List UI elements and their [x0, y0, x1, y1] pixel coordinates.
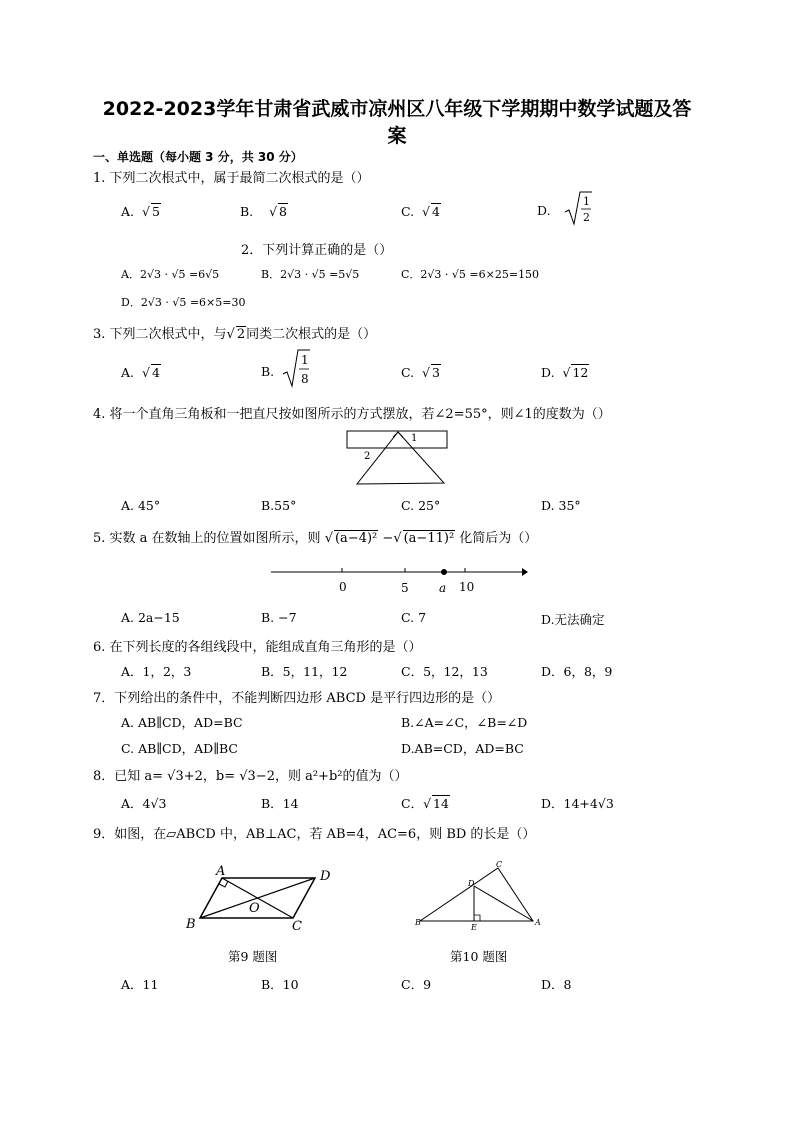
q8-c-label: C． — [401, 796, 424, 811]
q1-option-c: C. √ 4 — [401, 204, 440, 219]
q3-c-label: C. — [401, 365, 415, 380]
fig10-label-d: D — [468, 879, 475, 888]
title-line-1: 2022-2023学年甘肃省武威市凉州区八年级下学期期中数学试题及答 — [102, 98, 692, 120]
q3-option-c: C. √ 3 — [401, 365, 440, 380]
tick-10: 10 — [459, 580, 475, 594]
q1-b-radicand: 8 — [279, 204, 287, 219]
q3-d-label: D. — [541, 365, 555, 380]
q2-option-b: B．2√3 · √5 =5√5 — [261, 268, 360, 281]
q6-option-b: B．5，11，12 — [261, 664, 348, 679]
angle-1-label: 1 — [411, 433, 418, 444]
q5-stem-pre: 5. 实数 a 在数轴上的位置如图所示，则 — [93, 531, 321, 546]
q3-stem-pre: 3. 下列二次根式中，与 — [93, 327, 227, 342]
q1-d-radical — [563, 190, 593, 228]
angle-2-label: 2 — [364, 451, 371, 462]
q3-d-radicand: 12 — [572, 365, 589, 380]
q3-a-radicand: 4 — [151, 365, 160, 380]
q9-option-c: C．9 — [401, 977, 432, 992]
q3-b-denominator: 8 — [301, 372, 309, 386]
q5-stem-post: 化简后为（） — [459, 531, 538, 546]
fig9-label-b: B — [186, 917, 196, 932]
q1-option-d — [537, 203, 551, 218]
fig9-label-c: C — [292, 919, 302, 934]
figure-10 — [410, 858, 545, 933]
q1-d-label: D. — [537, 203, 551, 218]
number-line — [268, 560, 528, 596]
q5-expr-2: (a−11)² — [403, 531, 455, 546]
question-8-stem: 8．已知 a= √3+2，b= √3−2，则 a²+b²的值为（） — [93, 769, 408, 784]
q5-expr-1: (a−4)² — [334, 531, 378, 546]
figure-9-caption: 第9 题图 — [228, 949, 278, 964]
q5-minus: − — [382, 531, 394, 546]
fig10-label-b: B — [415, 918, 421, 927]
q1-option-b: B. √ 8 — [240, 204, 287, 219]
q1-a-label: A. — [121, 204, 135, 219]
q1-d-numerator: 1 — [583, 195, 590, 208]
q1-option-a: A. √ 5 — [121, 204, 160, 219]
fig9-label-d: D — [320, 869, 331, 884]
q7-option-c: C. AB∥CD，AD∥BC — [121, 741, 238, 756]
q4-option-c: C. 25° — [401, 498, 441, 513]
q9-option-d: D．8 — [541, 977, 572, 992]
q1-d-denominator: 2 — [583, 211, 590, 224]
q2-option-d: D．2√3 · √5 =6×5=30 — [121, 296, 246, 309]
q3-b-radical — [281, 348, 311, 390]
q6-option-d: D．6，8，9 — [541, 664, 613, 679]
question-9-stem: 9．如图，在▱ABCD 中，AB⊥AC，若 AB=4，AC=6，则 BD 的长是（） — [93, 827, 536, 842]
q7-option-a: A. AB∥CD，AD=BC — [121, 715, 243, 730]
q7-option-b: B.∠A=∠C，∠B=∠D — [401, 715, 528, 730]
q1-c-radicand: 4 — [432, 204, 440, 219]
q9-option-a: A．11 — [121, 977, 159, 992]
q2-option-a: A．2√3 · √5 =6√5 — [121, 268, 220, 281]
q3-c-radicand: 3 — [432, 365, 440, 380]
q5-option-b: B. −7 — [261, 610, 297, 625]
question-4-stem: 4. 将一个直角三角板和一把直尺按如图所示的方式摆放，若∠2=55°，则∠1的度数为（） — [93, 407, 611, 422]
q4-option-b: B.55° — [261, 498, 297, 513]
q8-option-d: D．14+4√3 — [541, 796, 614, 811]
fig10-label-a: A — [535, 918, 541, 927]
tick-5: 5 — [401, 581, 409, 595]
fig9-label-a: A — [216, 864, 226, 879]
q5-option-c: C. 7 — [401, 610, 427, 625]
question-6-stem: 6. 在下列长度的各组线段中，能组成直角三角形的是（） — [93, 640, 422, 655]
fig10-label-e: E — [471, 923, 477, 932]
q3-stem-post: 同类二次根式的是（） — [246, 327, 377, 342]
question-3-stem: 3. 下列二次根式中，与√ 2同类二次根式的是（） — [93, 327, 377, 342]
point-a — [441, 569, 447, 575]
fig9-label-o: O — [249, 901, 260, 916]
question-7-stem: 7．下列给出的条件中，不能判断四边形 ABCD 是平行四边形的是（） — [93, 691, 501, 706]
q4-option-d: D. 35° — [541, 498, 581, 513]
q6-option-a: A．1，2，3 — [121, 664, 192, 679]
q5-option-d: D.无法确定 — [541, 612, 605, 627]
q3-stem-radicand: 2 — [236, 327, 246, 342]
q5-option-a: A. 2a−15 — [121, 610, 180, 625]
q3-a-label: A. — [121, 365, 135, 380]
q4-option-a: A. 45° — [121, 498, 161, 513]
q1-b-label: B. — [240, 204, 254, 219]
question-2-stem: 2．下列计算正确的是（） — [241, 243, 393, 258]
q6-option-c: C．5，12，13 — [401, 664, 488, 679]
question-5-stem: 5. 实数 a 在数轴上的位置如图所示，则 √ (a−4)² −√ (a−11)² 化简后为（） — [93, 531, 538, 546]
q7-option-d: D.AB=CD，AD=BC — [401, 741, 524, 756]
q2-option-c: C．2√3 · √5 =6×25=150 — [401, 268, 540, 281]
q3-option-d: D. √ 12 — [541, 365, 589, 380]
figure-9 — [180, 860, 340, 935]
fig10-label-c: C — [496, 860, 503, 869]
q8-c-radicand: 14 — [433, 796, 449, 811]
page-title — [0, 96, 794, 150]
section-heading: 一、单选题（每小题 3 分，共 30 分） — [93, 150, 303, 164]
q8-option-c: C．√ 14 — [401, 796, 449, 811]
tick-0: 0 — [339, 580, 347, 594]
q3-option-a: A. √ 4 — [121, 365, 160, 380]
q4-figure — [340, 425, 455, 490]
q9-option-b: B．10 — [261, 977, 299, 992]
q1-c-label: C. — [401, 204, 415, 219]
question-1-stem: 1. 下列二次根式中，属于最简二次根式的是（） — [93, 171, 370, 186]
q8-option-a: A．4√3 — [121, 796, 167, 811]
point-a-label: a — [439, 581, 447, 595]
q8-option-b: B．14 — [261, 796, 299, 811]
q1-a-radicand: 5 — [151, 204, 160, 219]
figure-10-caption: 第10 题图 — [450, 949, 508, 964]
q3-b-label: B. — [261, 364, 275, 379]
q3-option-b — [261, 364, 274, 379]
q3-b-numerator: 1 — [301, 353, 309, 367]
title-line-2: 案 — [387, 125, 407, 147]
